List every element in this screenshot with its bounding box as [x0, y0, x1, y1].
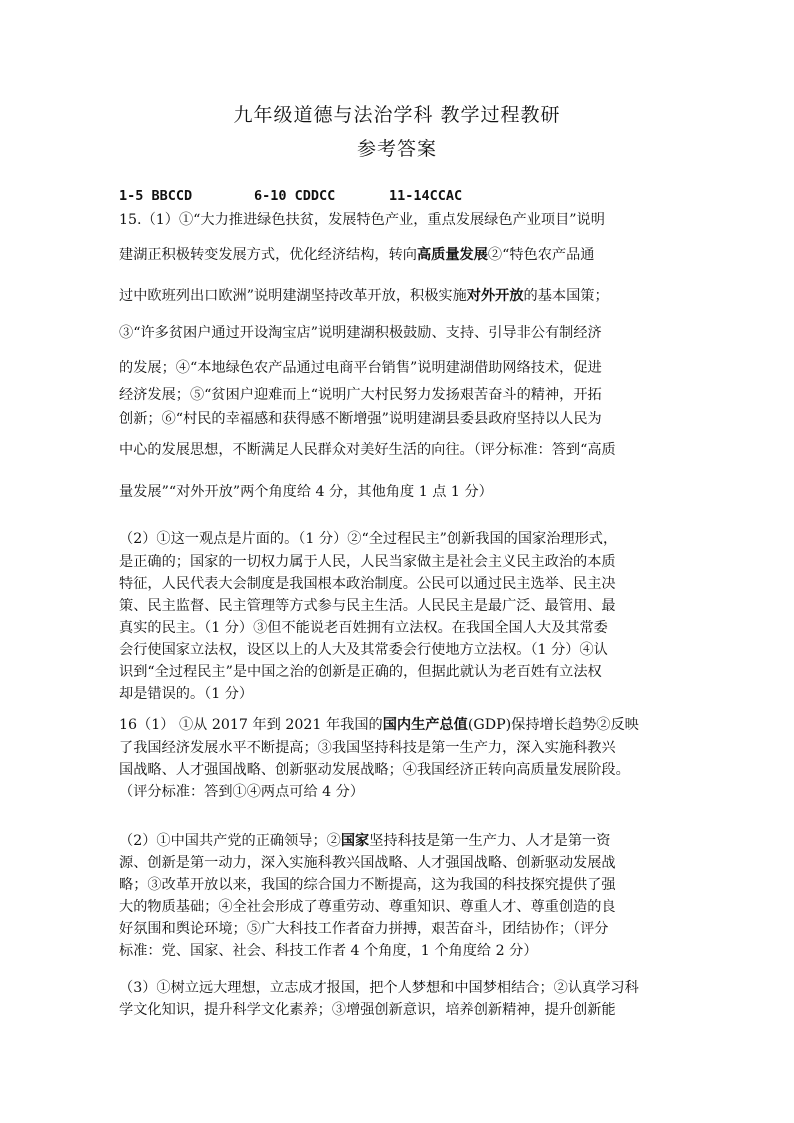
q16-keyword-gdp: 国内生产总值 [382, 717, 468, 733]
q15-p2-line: 真实的民主。（1 分）③但不能说老百姓拥有立法权。在我国全国人大及其常委 [119, 620, 608, 636]
q16-line-1 [119, 714, 719, 734]
mc-answers-1-5: 1-5 BBCCD [119, 188, 193, 204]
q16-text: 坚持科技是第一生产力、人才是第一资 [369, 833, 611, 849]
q16-text: (GDP)保持增长趋势②反映 [467, 717, 639, 733]
q15-keyword-opening-up: 对外开放 [466, 288, 524, 304]
q16-p2-line: 好氛围和舆论环境；⑤广大科技工作者奋力拼搏，艰苦奋斗，团结协作；（评分 [119, 921, 609, 937]
q16-p3-line: 学文化知识，提升科学文化素养；③增强创新意识，培养创新精神，提升创新能 [119, 1002, 616, 1018]
q16-text: 16（1） ①从 2017 年到 2021 年我国的 [119, 717, 383, 733]
q15-line-3 [119, 285, 719, 305]
q16-keyword-state: 国家 [340, 833, 370, 849]
q16-p2-line: 大的物质基础；④全社会形成了尊重劳动、尊重知识、尊重人才、尊重创造的良 [119, 899, 616, 915]
q16-p2-line: 源、创新是第一动力，深入实施科教兴国战略、人才强国战略、创新驱动发展战 [119, 855, 616, 871]
q15-p2-line: 会行使国家立法权，设区以上的人大及其常委会行使地方立法权。（1 分）④认 [119, 642, 608, 658]
q15-line-8: 中心的发展思想，不断满足人民群众对美好生活的向往。（评分标准：答到“高质 [119, 442, 616, 458]
q16-p2-line-1 [119, 830, 719, 850]
q15-text: 的基本国策； [523, 288, 609, 304]
q16-p2-line: 标准：党、国家、社会、科技工作者 4 个角度，1 个角度给 2 分） [119, 943, 538, 959]
q15-p2-line: 识到“全过程民主”是中国之治的创新是正确的，但据此就认为老百姓有立法权 [119, 664, 602, 680]
q16-line-2: 了我国经济发展水平不断提高；③我国坚持科技是第一生产力，深入实施科教兴 [119, 740, 616, 756]
q15-line-4: ③“许多贫困户通过开设淘宝店”说明建湖积极鼓励、支持、引导非公有制经济 [119, 325, 602, 341]
document-subtitle: 参考答案 [356, 138, 437, 160]
q15-p2-line: 特征，人民代表大会制度是我国根本政治制度。公民可以通过民主选举、民主决 [119, 576, 616, 592]
multiple-choice-answers [119, 188, 719, 204]
q15-text: ②“特色农产品通 [487, 247, 595, 263]
q15-line-7: 创新；⑥“村民的幸福感和获得感不断增强”说明建湖县委县政府坚持以人民为 [119, 411, 602, 427]
q15-text: 过中欧班列出口欧洲”说明建湖坚持改革开放，积极实施 [119, 288, 467, 304]
q15-p2-line: 却是错误的。（1 分） [119, 686, 254, 702]
q15-line-1: 15.（1）①“大力推进绿色扶贫，发展特色产业，重点发展绿色产业项目”说明 [119, 212, 605, 228]
q15-keyword-high-quality: 高质量发展 [416, 247, 488, 263]
document-title: 九年级道德与法治学科 教学过程教研 [233, 104, 561, 126]
q15-line-9: 量发展”“对外开放”两个角度给 4 分，其他角度 1 点 1 分） [119, 484, 493, 500]
q16-line-3: 国战略、人才强国战略、创新驱动发展战略；④我国经济正转向高质量发展阶段。 [119, 762, 630, 778]
q16-text: （2）①中国共产党的正确领导；② [119, 833, 341, 849]
q15-line-6: 经济发展；⑤“贫困户迎难而上“说明广大村民努力发扬艰苦奋斗的精神，开拓 [119, 387, 602, 403]
mc-answers-11-14: 11-14CCAC [389, 188, 463, 204]
q15-line-5: 的发展；④“本地绿色农产品通过电商平台销售”说明建湖借助网络技术，促进 [119, 360, 602, 376]
q15-p2-line: 是正确的；国家的一切权力属于人民，人民当家做主是社会主义民主政治的本质 [119, 554, 616, 570]
q15-p2-line: 策、民主监督、民主管理等方式参与民主生活。人民民主是最广泛、最管用、最 [119, 598, 616, 614]
q16-line-4: （评分标准：答到①④两点可给 4 分） [119, 784, 365, 800]
q15-line-2 [119, 244, 719, 264]
mc-answers-6-10: 6-10 CDDCC [254, 188, 336, 204]
q16-p2-line: 略；③改革开放以来，我国的综合国力不断提高，这为我国的科技探究提供了强 [119, 877, 616, 893]
q16-p3-line: （3）①树立远大理想，立志成才报国，把个人梦想和中国梦相结合；②认真学习科 [119, 980, 639, 996]
q15-p2-line: （2）①这一观点是片面的。（1 分）②“全过程民主”创新我国的国家治理形式， [119, 531, 618, 547]
q15-text: 建湖正积极转变发展方式，优化经济结构，转向 [119, 247, 417, 263]
